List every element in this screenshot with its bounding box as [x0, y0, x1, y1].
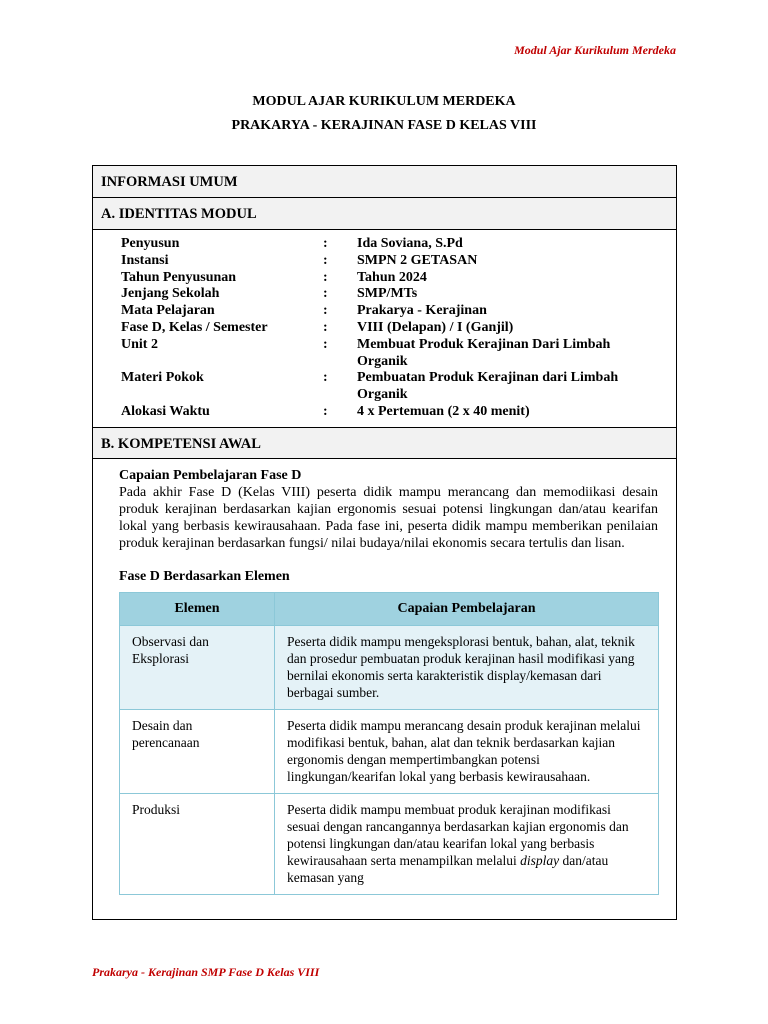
- identitas-colon: :: [323, 370, 328, 386]
- identitas-label: Mata Pelajaran: [121, 303, 215, 319]
- table-row: [120, 793, 659, 894]
- section-informasi-umum: INFORMASI UMUM: [93, 166, 676, 198]
- identitas-colon: :: [323, 303, 328, 319]
- content-frame: [92, 165, 677, 920]
- table-header-elemen: Elemen: [120, 592, 275, 625]
- identitas-row: [121, 370, 676, 404]
- elemen-heading: Fase D Berdasarkan Elemen: [119, 568, 290, 584]
- capaian-cell: [275, 625, 659, 709]
- identitas-row: [121, 404, 676, 421]
- table-row: [120, 709, 659, 793]
- identitas-colon: :: [323, 252, 328, 268]
- section-kompetensi-awal: B. KOMPETENSI AWAL: [93, 427, 676, 459]
- identitas-colon: :: [323, 236, 328, 251]
- identitas-label: Jenjang Sekolah: [121, 286, 220, 302]
- identitas-label: Instansi: [121, 252, 169, 268]
- table-header-capaian: Capaian Pembelajaran: [275, 592, 659, 625]
- identitas-colon: :: [323, 403, 328, 419]
- capaian-italic-text: display: [520, 852, 560, 868]
- identitas-list: [93, 230, 676, 427]
- identitas-colon: :: [323, 269, 328, 285]
- document-subtitle: PRAKARYA - KERAJINAN FASE D KELAS VIII: [231, 118, 537, 133]
- identitas-value: Membuat Produk Kerajinan Dari Limbah Organik: [357, 336, 611, 369]
- identitas-value: SMPN 2 GETASAN: [357, 252, 478, 268]
- identitas-colon: :: [323, 286, 328, 302]
- identitas-label: Penyusun: [121, 236, 180, 251]
- identitas-colon: :: [323, 336, 328, 352]
- identitas-label: Fase D, Kelas / Semester: [121, 319, 268, 335]
- capaian-cell: [275, 793, 659, 894]
- elemen-table: [119, 592, 659, 895]
- identitas-label: Tahun Penyusunan: [121, 269, 237, 285]
- section-identitas-modul: A. IDENTITAS MODUL: [93, 198, 676, 230]
- elemen-cell: Observasi dan Eksplorasi: [120, 625, 275, 709]
- elemen-cell: Desain dan perencanaan: [120, 709, 275, 793]
- identitas-value: Ida Soviana, S.Pd: [357, 236, 463, 251]
- identitas-colon: :: [323, 319, 328, 335]
- capaian-text-continued: dan/atau kemasan yang: [287, 852, 609, 885]
- document-title: MODUL AJAR KURIKULUM MERDEKA: [252, 94, 516, 109]
- identitas-row: [121, 270, 676, 287]
- identitas-label: Unit 2: [121, 336, 158, 352]
- identitas-value: Prakarya - Kerajinan: [357, 303, 487, 319]
- identitas-row: [121, 236, 676, 253]
- capaian-paragraph: Pada akhir Fase D (Kelas VIII) peserta didik mampu merancang dan memodiikasi desain produk kerajinan berdasarkan kajian ergonomis sesuai potensi lingkungan dan/atau kearifan lokal yang berbasis kewirausahaan. Pada fase ini, peserta didik mampu memberikan penilaian produk kerajinan berdasarkan fungsi/ nilai budaya/nilai ekonomis secara tertulis dan lisan.: [119, 484, 658, 551]
- identitas-row: [121, 320, 676, 337]
- identitas-row: [121, 303, 676, 320]
- footer-note: Prakarya - Kerajinan SMP Fase D Kelas VIII: [92, 965, 320, 979]
- identitas-value: SMP/MTs: [357, 286, 418, 302]
- identitas-label: Materi Pokok: [121, 370, 204, 386]
- identitas-row: [121, 337, 676, 371]
- header-note: Modul Ajar Kurikulum Merdeka: [514, 43, 676, 57]
- kompetensi-body: [93, 459, 676, 895]
- identitas-value: Pembuatan Produk Kerajinan dari Limbah Organik: [357, 370, 619, 403]
- capaian-cell: [275, 709, 659, 793]
- capaian-text: Peserta didik mampu mengeksplorasi bentuk, bahan, alat, teknik dan prosedur pembuatan produk kerajinan hasil modifikasi yang bernilai ekonomis serta karakteristik display/kemasan dari berbagai sumber.: [287, 633, 635, 700]
- identitas-label: Alokasi Waktu: [121, 403, 210, 419]
- capaian-text: Peserta didik mampu membuat produk kerajinan modifikasi sesuai dengan rancangannya berdasarkan kajian ergonomis dan potensi lingkungan dan/atau kearifan lokal yang berbasis kewirausahaan serta menampilkan melalui: [287, 801, 629, 868]
- identitas-row: [121, 253, 676, 270]
- table-row: [120, 625, 659, 709]
- identitas-value: VIII (Delapan) / I (Ganjil): [357, 319, 514, 335]
- identitas-row: [121, 286, 676, 303]
- identitas-value: 4 x Pertemuan (2 x 40 menit): [357, 403, 530, 419]
- elemen-cell: Produksi: [120, 793, 275, 894]
- identitas-value: Tahun 2024: [357, 269, 427, 285]
- capaian-heading: Capaian Pembelajaran Fase D: [119, 467, 302, 483]
- capaian-text: Peserta didik mampu merancang desain produk kerajinan melalui modifikasi bentuk, bahan, alat dan teknik berdasarkan kajian ergonomis dengan mempertimbangkan potensi lingkungan/kearifan lokal yang berbasis kewirausahaan.: [287, 717, 641, 784]
